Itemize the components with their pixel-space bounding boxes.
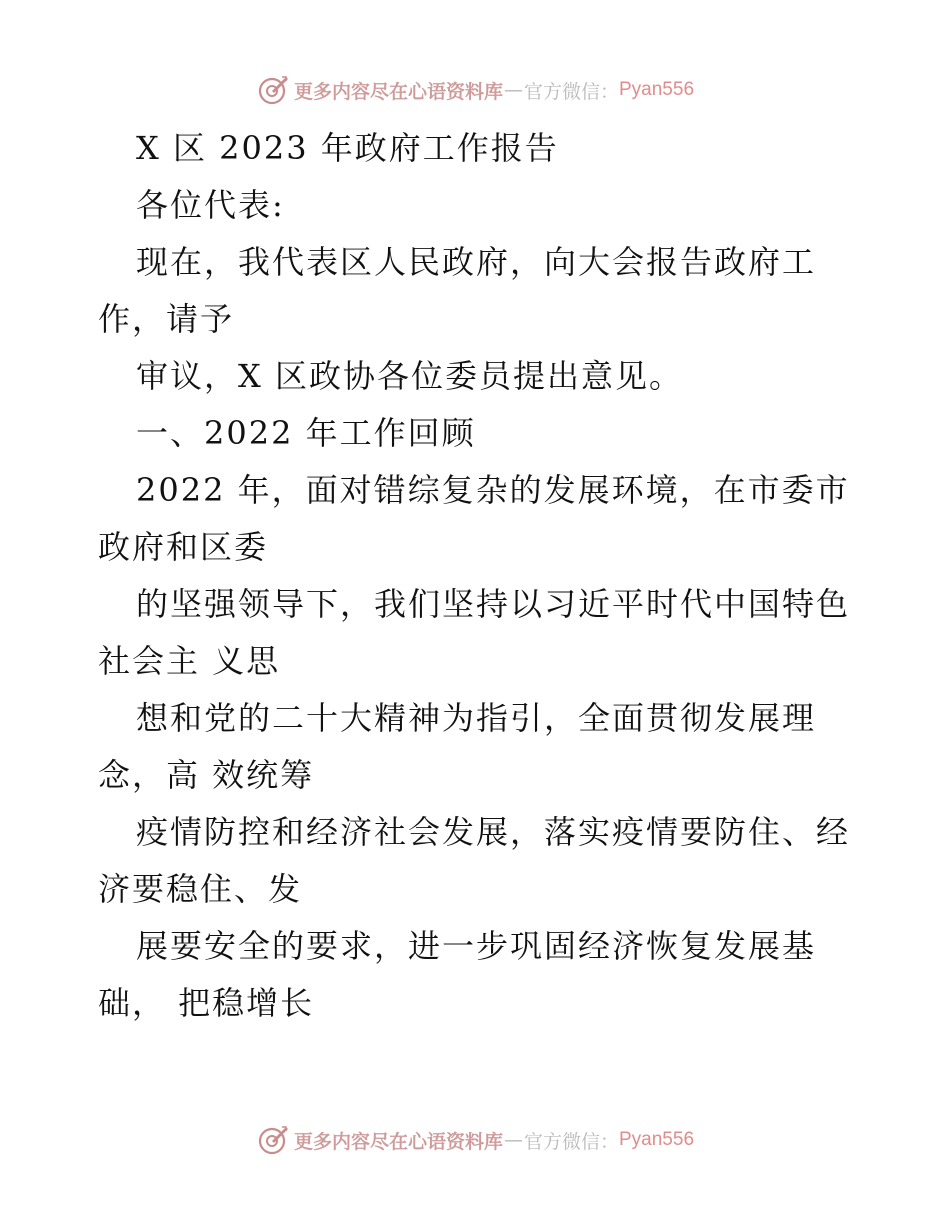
document-body — [98, 120, 858, 1032]
document-line: 政府和区委 — [98, 528, 269, 566]
watermark-title: 更多内容尽在心语资料库 — [293, 80, 503, 103]
document-line: 一、2022 年工作回顾 — [136, 414, 476, 452]
header-watermark-banner — [0, 70, 950, 110]
document-line: 2022 年，面对错综复杂的发展环境，在市委市 — [136, 471, 850, 509]
watermark-separator: — — [503, 79, 523, 101]
document-line: 现在，我代表区人民政府，向大会报告政府工 — [136, 243, 817, 281]
document-line: 审议，X 区政协各位委员提出意见。 — [136, 357, 683, 395]
document-line: 展要安全的要求，进一步巩固经济恢复发展基 — [136, 927, 817, 965]
footer-watermark-banner — [0, 1120, 950, 1160]
document-line: 的坚强领导下，我们坚持以习近平时代中国特色 — [136, 585, 851, 623]
document-line: 础， 把稳增长 — [98, 984, 315, 1022]
watermark-wechat-label: 官方微信： — [523, 1130, 619, 1153]
watermark-wechat-label: 官方微信： — [523, 80, 619, 103]
document-line: 疫情防控和经济社会发展，落实疫情要防住、经 — [136, 813, 851, 851]
document-line: 各位代表: — [136, 186, 285, 224]
watermark-title: 更多内容尽在心语资料库 — [293, 1130, 503, 1153]
document-line: 济要稳住、发 — [98, 870, 303, 908]
document-line: X 区 2023 年政府工作报告 — [136, 129, 559, 167]
document-line: 社会主 义思 — [98, 642, 281, 680]
pen-logo-icon — [256, 73, 290, 107]
document-line: 念，高 效统筹 — [98, 756, 315, 794]
pen-logo-icon — [256, 1123, 290, 1157]
watermark-wechat-id: Pyan556 — [619, 1129, 695, 1150]
watermark-separator: — — [503, 1129, 523, 1151]
document-line: 作，请予 — [98, 300, 235, 338]
watermark-wechat-id: Pyan556 — [619, 79, 695, 100]
document-line: 想和党的二十大精神为指引，全面贯彻发展理 — [136, 699, 817, 737]
